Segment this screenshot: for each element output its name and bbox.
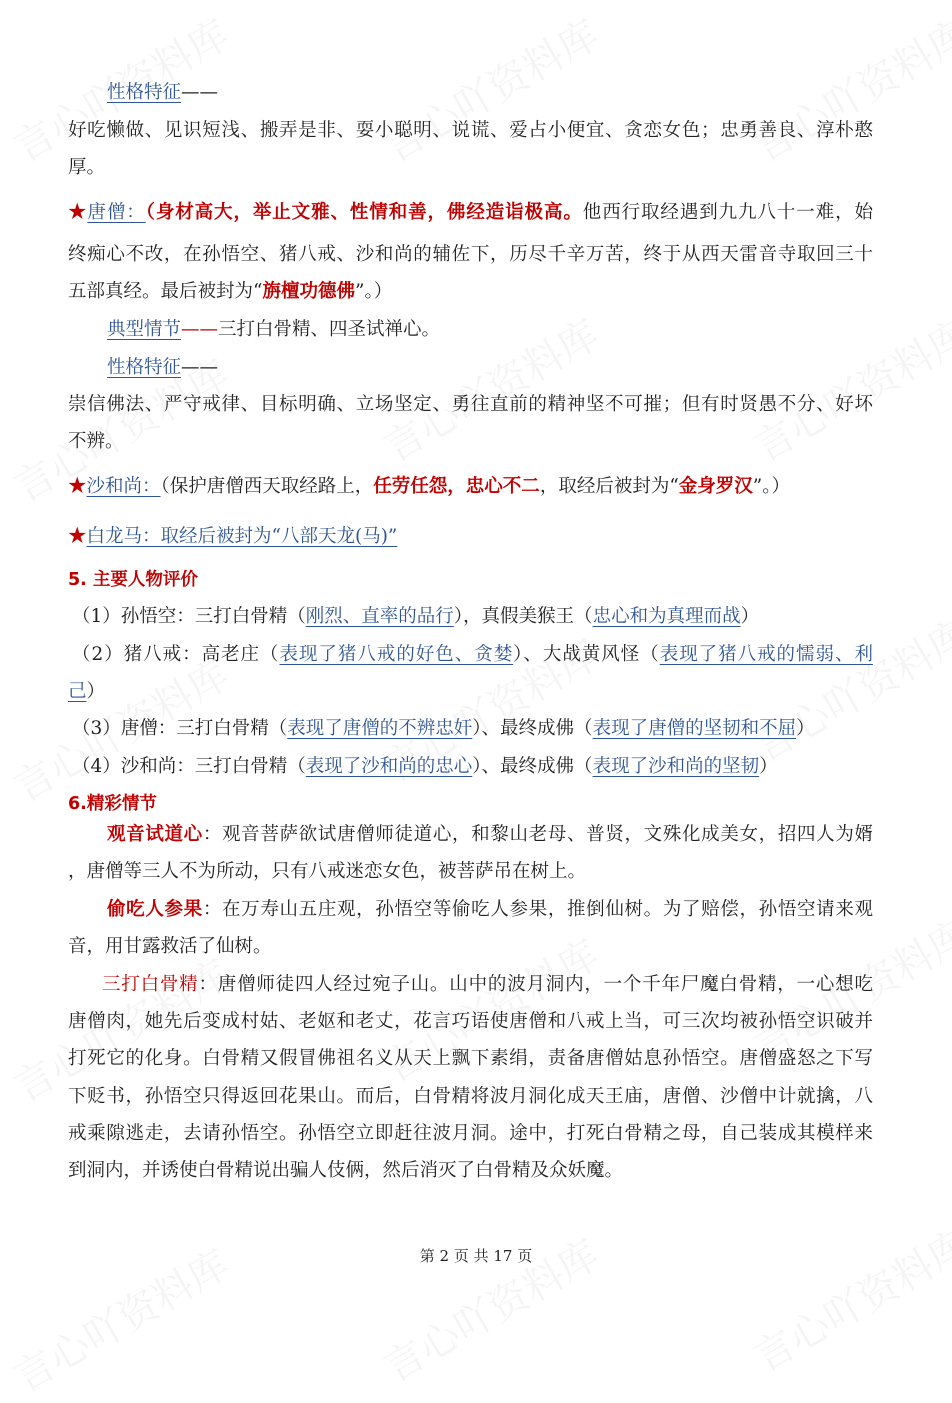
text-line — [68, 392, 873, 418]
text-line — [107, 822, 873, 848]
star-icon: ★ — [68, 202, 88, 223]
text-line — [68, 524, 397, 550]
text-line — [68, 1046, 873, 1072]
underlined-keyword: 白龙马：取经后被封为“八部天龙(马)” — [86, 526, 398, 547]
text-run: ：在万寿山五庄观，孙悟空等偷吃人参果，推倒仙树。为了赔偿，孙悟空请来观 — [202, 899, 873, 920]
emphasis-text: （身材高大，举止文雅、性情和善，佛经造诣极高。 — [145, 202, 583, 223]
text-run: （1）孙悟空：三打白骨精（ — [72, 606, 306, 627]
text-run: ） — [759, 756, 778, 777]
text-run: ）、大战黄风怪（ — [513, 644, 660, 665]
text-line — [68, 1121, 873, 1147]
text-line — [68, 567, 198, 593]
watermark-text — [742, 304, 952, 473]
emphasis-text: 偷吃人参果 — [107, 899, 203, 920]
text-run: ）、最终成佛（ — [472, 718, 593, 739]
text-line — [68, 1084, 873, 1110]
watermark-text — [372, 4, 608, 173]
text-run: （保护唐僧西天取经路上， — [160, 476, 374, 497]
underlined-keyword: 典型情节 — [107, 319, 182, 340]
text-line — [68, 200, 873, 226]
text-run: （4）沙和尚：三打白骨精（ — [72, 756, 306, 777]
text-run: 崇信佛法、严守戒律、目标明确、立场坚定、勇往直前的精神坚不可摧；但有时贤愚不分、好坏 — [68, 394, 873, 415]
underlined-keyword: 性格特征 — [107, 82, 182, 103]
text-line — [68, 429, 124, 455]
underlined-keyword: 己 — [68, 681, 87, 702]
underlined-keyword: 表现了唐僧的不辨忠奸 — [287, 718, 473, 739]
text-run: 三打白骨精、四圣试禅心。 — [218, 319, 441, 340]
underlined-keyword: 表现了唐僧的坚韧和不屈 — [592, 718, 797, 739]
text-run: ”。） — [354, 281, 393, 302]
text-line — [107, 897, 873, 923]
text-line — [68, 242, 873, 268]
text-run: 唐僧肉，她先后变成村姑、老妪和老丈，花言巧语使唐僧和八戒上当，可三次均被孙悟空识破并 — [68, 1011, 873, 1032]
text-run: 戒乘隙逃走，去请孙悟空。孙悟空立即赶往波月洞。途中，打死白骨精之母，自己装成其模样来 — [68, 1123, 873, 1144]
watermark-text — [742, 4, 952, 173]
text-run: 打死它的化身。白骨精又假冒佛祖名义从天上飘下素绢，责备唐僧姑息孙悟空。唐僧盛怒之下写 — [68, 1048, 873, 1069]
text-line — [68, 1009, 873, 1035]
page-footer: 第 2 页 共 17 页 — [419, 1247, 533, 1265]
emphasis-text: 金身罗汉 — [678, 476, 753, 497]
text-line — [68, 679, 105, 705]
underlined-keyword: 表现了猪八戒的懦弱、利 — [659, 644, 873, 665]
text-run: ”。） — [752, 476, 791, 497]
text-run: ）、最终成佛（ — [472, 756, 593, 777]
text-run: （2）猪八戒：高老庄（ — [72, 644, 280, 665]
underlined-keyword: 性格特征 — [107, 357, 182, 378]
text-run: （3）唐僧：三打白骨精（ — [72, 718, 288, 739]
underlined-keyword: 表现了沙和尚的坚韧 — [592, 756, 760, 777]
underlined-keyword: 唐僧： — [87, 202, 146, 223]
text-run: —— — [181, 82, 219, 103]
text-run: ） — [86, 681, 106, 702]
text-line — [72, 642, 873, 668]
text-line — [72, 754, 778, 780]
watermark-text — [742, 604, 952, 773]
text-run: ，唐僧等三人不为所动，只有八戒迷恋女色，被菩萨吊在树上。 — [68, 861, 587, 882]
text-line — [68, 791, 157, 817]
underlined-keyword: 沙和尚： — [86, 476, 161, 497]
text-line — [107, 355, 218, 381]
highlight-text: 三打白骨精 — [102, 974, 199, 995]
underlined-keyword: 刚烈、直率的品行 — [305, 606, 454, 627]
text-line — [68, 1158, 623, 1184]
text-line — [68, 859, 586, 885]
text-run: 好吃懒做、见识短浅、搬弄是非、耍小聪明、说谎、爱占小便宜、贪恋女色；忠勇善良、淳朴憨 — [68, 120, 873, 141]
highlight-text: —— — [181, 319, 219, 340]
underlined-keyword: 表现了沙和尚的忠心 — [305, 756, 473, 777]
text-run: 五部真经。最后被封为“ — [68, 281, 263, 302]
text-run: ：观音菩萨欲试唐僧师徒道心，和黎山老母、普贤，文殊化成美女，招四人为婿 — [202, 824, 873, 845]
text-run: ） — [740, 606, 760, 627]
section-heading: 5. 主要人物评价 — [68, 570, 198, 590]
underlined-keyword: 表现了猪八戒的好色、贪婪 — [279, 644, 514, 665]
text-run: 他西行取经遇到九九八十一难，始 — [582, 202, 873, 223]
text-line — [68, 118, 873, 144]
text-line — [107, 317, 440, 343]
text-line — [68, 934, 272, 960]
star-icon: ★ — [68, 476, 87, 497]
text-run: 厚。 — [68, 157, 106, 178]
text-line — [68, 474, 790, 500]
section-heading: 6.精彩情节 — [68, 794, 157, 814]
text-run: —— — [181, 357, 219, 378]
emphasis-text: 观音试道心 — [107, 824, 203, 845]
underlined-keyword: 忠心和为真理而战 — [592, 606, 741, 627]
text-run: 终痴心不改，在孙悟空、猪八戒、沙和尚的辅佐下，历尽千辛万苦，终于从西天雷音寺取回三十 — [68, 244, 873, 265]
text-line — [72, 604, 759, 630]
emphasis-text: 旃檀功德佛 — [262, 281, 355, 302]
emphasis-text: 任劳任怨，忠心不二 — [373, 476, 540, 497]
text-run: ，取经后被封为“ — [539, 476, 679, 497]
text-line — [102, 972, 873, 998]
text-run: 音，用甘露救活了仙树。 — [68, 936, 272, 957]
text-line — [72, 716, 815, 742]
text-run: ：唐僧师徒四人经过宛子山。山中的波月洞内，一个千年尸魔白骨精，一心想吃 — [198, 974, 873, 995]
watermark-text — [742, 1214, 952, 1383]
text-run: 不辨。 — [68, 431, 124, 452]
text-line — [68, 279, 392, 305]
star-icon: ★ — [68, 526, 87, 547]
text-run: ） — [796, 718, 815, 739]
text-line — [68, 155, 105, 181]
text-line — [107, 80, 218, 106]
text-run: ），真假美猴王（ — [453, 606, 593, 627]
text-run: 到洞内，并诱使白骨精说出骗人伎俩，然后消灭了白骨精及众妖魔。 — [68, 1160, 624, 1181]
text-run: 下贬书，孙悟空只得返回花果山。而后，白骨精将波月洞化成天王庙，唐僧、沙僧中计就擒，八 — [68, 1086, 873, 1107]
